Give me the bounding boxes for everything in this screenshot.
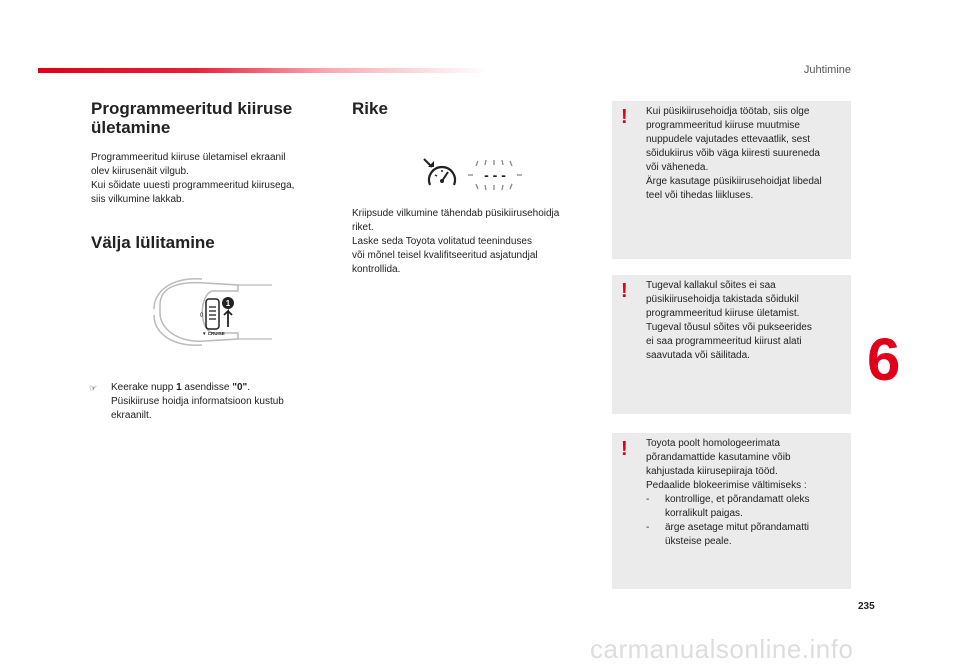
text-line: Toyota poolt homologeerimata bbox=[646, 438, 780, 449]
flashing-dashes-readout: - - - bbox=[484, 167, 506, 183]
watermark: carmanualsonline.info bbox=[590, 634, 854, 664]
warning-box-slopes bbox=[612, 275, 851, 414]
cruise-malfunction-indicator-figure bbox=[420, 155, 530, 195]
text-line: ärge asetage mitut põrandamatti bbox=[665, 522, 809, 533]
text-line: Tugeval tõusul sõites või pukseerides bbox=[646, 322, 812, 333]
text-line: olev kiirusenäit vilgub. bbox=[91, 166, 189, 177]
exclamation-icon: ! bbox=[621, 280, 628, 302]
text-line: Programmeeritud kiiruse ületamisel ekraanil bbox=[91, 152, 286, 163]
text-line: Keerake nupp 1 asendisse "0". bbox=[111, 382, 251, 393]
paragraph-malfunction bbox=[352, 207, 559, 277]
speedometer-icon bbox=[424, 159, 455, 185]
figure-callout-number: 1 bbox=[225, 299, 231, 308]
exclamation-icon: ! bbox=[621, 438, 628, 460]
text-line: Tugeval kallakul sõites ei saa bbox=[646, 280, 776, 291]
warning-box-speed-change bbox=[612, 101, 851, 259]
text-line: nuppudele vajutades ettevaatlik, sest bbox=[646, 134, 810, 145]
text-line: või mõnel teisel kvalifitseeritud asjatundjal bbox=[352, 250, 538, 261]
text-line: sõidukiirus võib väga kiiresti suureneda bbox=[646, 148, 820, 159]
bullet-instruction bbox=[91, 381, 284, 423]
text-line: Laske seda Toyota volitatud teeninduses bbox=[352, 236, 532, 247]
exclamation-icon: ! bbox=[621, 106, 628, 128]
header-accent-bar bbox=[38, 68, 488, 73]
text-line: ekraanilt. bbox=[111, 410, 152, 421]
dash-list-item: - kontrollige, et põrandamatt oleks korralikult paigas. bbox=[646, 494, 810, 519]
text-line: kahjustada kiirusepiiraja tööd. bbox=[646, 466, 778, 477]
cruise-stalk-figure bbox=[150, 277, 275, 347]
text-line: püsikiirusehoidja takistada sõidukil bbox=[646, 294, 799, 305]
pointing-hand-icon: ☞ bbox=[89, 383, 98, 393]
text-line: Püsikiiruse hoidja informatsioon kustub bbox=[111, 396, 284, 407]
text-line: korralikult paigas. bbox=[665, 508, 743, 519]
heading-malfunction: Rike bbox=[352, 99, 388, 118]
text-line: või väheneda. bbox=[646, 162, 709, 173]
figure-label-zero: 0 bbox=[200, 313, 204, 319]
text-line: põrandamattide kasutamine võib bbox=[646, 452, 791, 463]
text-line: programmeeritud kiiruse muutmise bbox=[646, 120, 800, 131]
text-line: kontrollida. bbox=[352, 264, 401, 275]
text-line: Kui sõidate uuesti programmeeritud kiirusega, bbox=[91, 180, 295, 191]
text-line: Pedaalide blokeerimise vältimiseks : bbox=[646, 480, 807, 491]
dash-list-item: - ärge asetage mitut põrandamatti üksteise peale. bbox=[646, 522, 809, 547]
text-line: üksteise peale. bbox=[665, 536, 732, 547]
chapter-number: 6 bbox=[867, 326, 901, 393]
text-line: siis vilkumine lakkab. bbox=[91, 194, 185, 205]
section-name: Juhtimine bbox=[803, 64, 851, 76]
text-line: kontrollige, et põrandamatt oleks bbox=[665, 494, 810, 505]
heading-speed-exceeded: Programmeeritud kiiruse ületamine bbox=[91, 99, 293, 137]
text-line: programmeeritud kiiruse ületamist. bbox=[646, 308, 800, 319]
text-line: saavutada või säilitada. bbox=[646, 350, 750, 361]
text-line: teel või tihedas liikluses. bbox=[646, 190, 754, 201]
warning-box-floor-mats bbox=[612, 433, 851, 589]
text-line: Ärge kasutage püsikiirusehoidjat libedal bbox=[646, 176, 822, 187]
text-line: ei saa programmeeritud kiirust alati bbox=[646, 336, 802, 347]
text-line: Kui püsikiirusehoidja töötab, siis olge bbox=[646, 106, 810, 117]
paragraph-speed-exceeded bbox=[91, 151, 294, 207]
heading-switch-off: Välja lülitamine bbox=[91, 233, 215, 252]
text-line: Kriipsude vilkumine tähendab püsikiirusehoidja bbox=[352, 208, 560, 219]
page-number: 235 bbox=[858, 601, 875, 612]
text-line: riket. bbox=[352, 222, 374, 233]
figure-label-cruise: ▼ CRUISE bbox=[202, 331, 225, 336]
